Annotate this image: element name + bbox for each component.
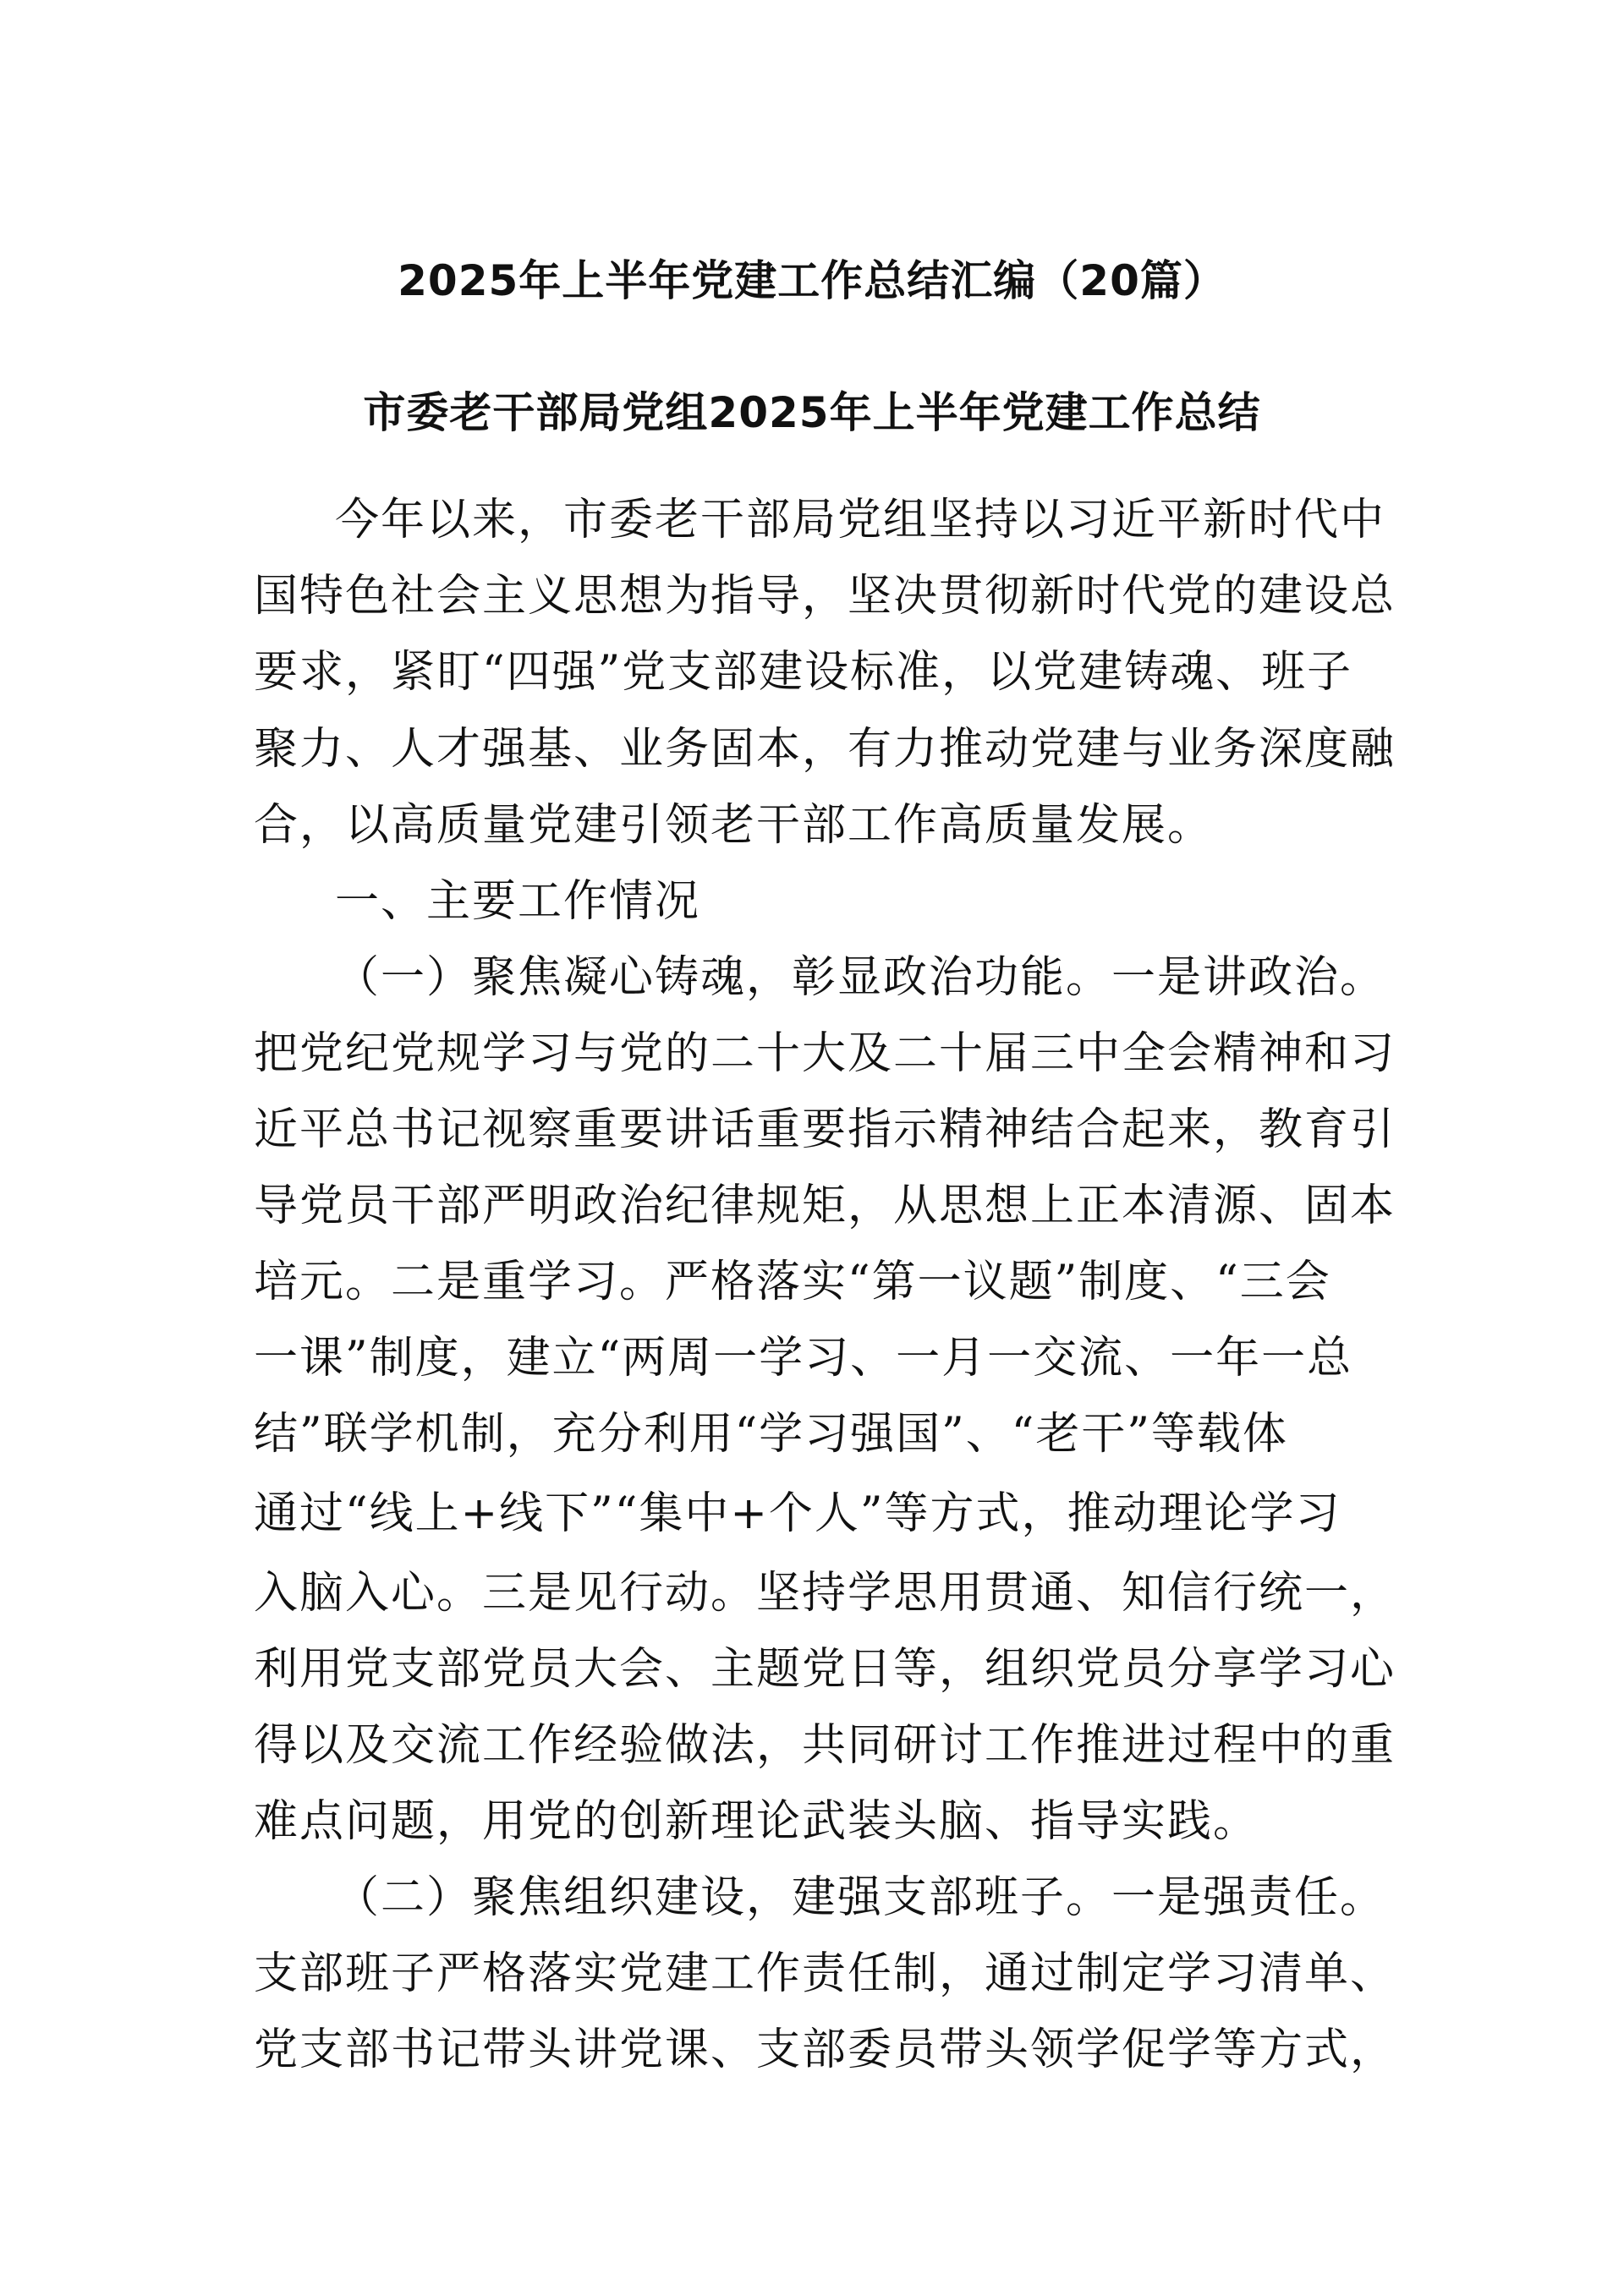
body-line: 今年以来，市委老干部局党组坚持以习近平新时代中 (335, 495, 1386, 545)
body-line: 合，以高质量党建引领老干部工作高质量发展。 (254, 800, 1214, 851)
body-line: 培元。二是重学习。严格落实“第一议题”制度、“三会 (254, 1257, 1331, 1307)
body-line: 入脑入心。三是见行动。坚持学思用贯通、知信行统一， (254, 1568, 1396, 1619)
body-line: 支部班子严格落实党建工作责任制，通过制定学习清单、 (254, 1948, 1396, 1999)
body-line: 要求，紧盯“四强”党支部建设标准，以党建铸魂、班子 (254, 647, 1353, 698)
body-line: 把党纪党规学习与党的二十大及二十届三中全会精神和习 (254, 1028, 1396, 1079)
body-line: 通过“线上+线下”“集中+个人”等方式，推动理论学习 (254, 1488, 1341, 1539)
body-line: 得以及交流工作经验做法，共同研讨工作推进过程中的重 (254, 1720, 1396, 1771)
body-line: 难点问题，用党的创新理论武装头脑、指导实践。 (254, 1796, 1259, 1847)
body-line: 聚力、人才强基、业务固本，有力推动党建与业务深度融 (254, 724, 1396, 775)
document-main-title: 2025年上半年党建工作总结汇编（20篇） (398, 256, 1226, 305)
body-line: （二）聚焦组织建设，建强支部班子。一是强责任。 (335, 1872, 1386, 1923)
body-line: 国特色社会主义思想为指导，坚决贯彻新时代党的建设总 (254, 571, 1396, 622)
body-line: 导党员干部严明政治纪律规矩，从思想上正本清源、固本 (254, 1181, 1396, 1231)
body-line: （一）聚焦凝心铸魂，彰显政治功能。一是讲政治。 (335, 952, 1386, 1003)
body-line: 结”联学机制，充分利用“学习强国”、“老干”等载体 (254, 1409, 1288, 1460)
document-sub-title: 市委老干部局党组2025年上半年党建工作总结 (363, 388, 1261, 437)
body-line: 党支部书记带头讲党课、支部委员带头领学促学等方式， (254, 2025, 1396, 2075)
body-line: 一课”制度，建立“两周一学习、一月一交流、一年一总 (254, 1333, 1353, 1384)
section-heading: 一、主要工作情况 (335, 876, 701, 927)
body-line: 近平总书记视察重要讲话重要指示精神结合起来，教育引 (254, 1104, 1396, 1155)
body-line: 利用党支部党员大会、主题党日等，组织党员分享学习心 (254, 1644, 1396, 1695)
